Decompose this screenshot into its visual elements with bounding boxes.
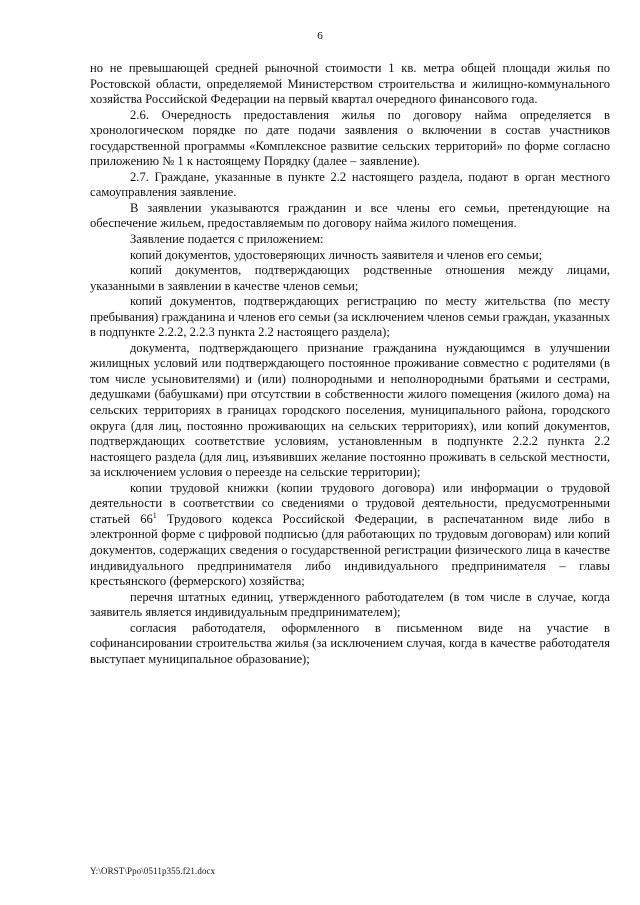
file-path-footer: Y:\ORST\Ppo\0511p355.f21.docx [90,866,216,876]
employment-text-part-1: копии трудовой книжки (копии трудового договора) или информации о трудовой деятельности в соответствии со сведениями о трудовой деятельности, предусмотренными статьей 66 [90,480,610,526]
paragraph-2-6: 2.6. Очередность предоставления жилья по договору найма определяется в хронологическом порядке по дате подачи заявления о включении в состав участников государственной программы «Комплексное развитие сельских территорий» по форме согласно приложению № 1 к настоящему Порядку (далее – заявление). [90,107,610,169]
paragraph-application-content: В заявлении указываются гражданин и все члены его семьи, претендующие на обеспечение жильем, предоставляемым по договору найма жилого помещения. [90,200,610,231]
body-text [90,61,610,667]
page-number: 6 [317,30,323,42]
list-item-employer-consent: согласия работодателя, оформленного в письменном виде на участие в софинансировании строительства жилья (за исключением случая, когда в качестве работодателя выступает муниципальное образование); [90,620,610,666]
list-item-identity-docs: копий документов, удостоверяющих личность заявителя и членов его семьи; [130,247,543,262]
article-superscript: 1 [152,510,157,520]
paragraph-2-7: 2.7. Граждане, указанные в пункте 2.2 настоящего раздела, подают в орган местного самоуправления заявление. [90,169,610,200]
list-item-staff-list: перечня штатных единиц, утвержденного работодателем (в том числе в случае, когда заявитель является индивидуальным предпринимателем); [90,589,610,620]
paragraph-continuation: но не превышающей средней рыночной стоимости 1 кв. метра общей площади жилья по Ростовской области, определяемой Министерством строительства и жилищно-коммунального хозяйства Российской Федерации на первый квартал очередного финансового года. [90,61,610,107]
list-item-need-recognition-doc: документа, подтверждающего признание гражданина нуждающимся в улучшении жилищных условий или подтверждающего постоянное проживание совместно с родителями (в том числе усыновителями) и (или) полнородными и неполнородными братьями и сестрами, дедушками (бабушками) при отсутствии в собственности жилого помещения (жилого дома) на сельских территориях в границах городского поселения, муниципального района, городского округа (для лиц, постоянно проживающих на сельских территориях), или копий документов, подтверждающих соответствие условиям, установленным в подпункте 2.2.2 пункта 2.2 настоящего раздела (для лиц, изъявивших желание постоянно проживать в сельской местности, за исключением условия о переезде на сельские территории); [90,340,610,480]
list-item-employment-docs [90,481,610,590]
employment-text-part-2: Трудового кодекса Российской Федерации, в распечатанном виде либо в электронной форме с цифровой подписью (для работающих по трудовым договорам) или копий документов, содержащих сведения о государственной регистрации физического лица в качестве индивидуального предпринимателя либо индивидуального предпринимателя – главы крестьянского (фермерского) хозяйства; [90,511,610,589]
paragraph-attachments-intro: Заявление подается с приложением: [130,232,324,247]
list-item-kinship-docs: копий документов, подтверждающих родственные отношения между лицами, указанными в заявлении в качестве членов семьи; [90,263,610,293]
list-item-registration-docs: копий документов, подтверждающих регистрацию по месту жительства (по месту пребывания) гражданина и членов его семьи (за исключением членов семьи граждан, указанных в подпункте 2.2.2, 2.2.3 пункта 2.2 настоящего раздела); [90,294,610,340]
